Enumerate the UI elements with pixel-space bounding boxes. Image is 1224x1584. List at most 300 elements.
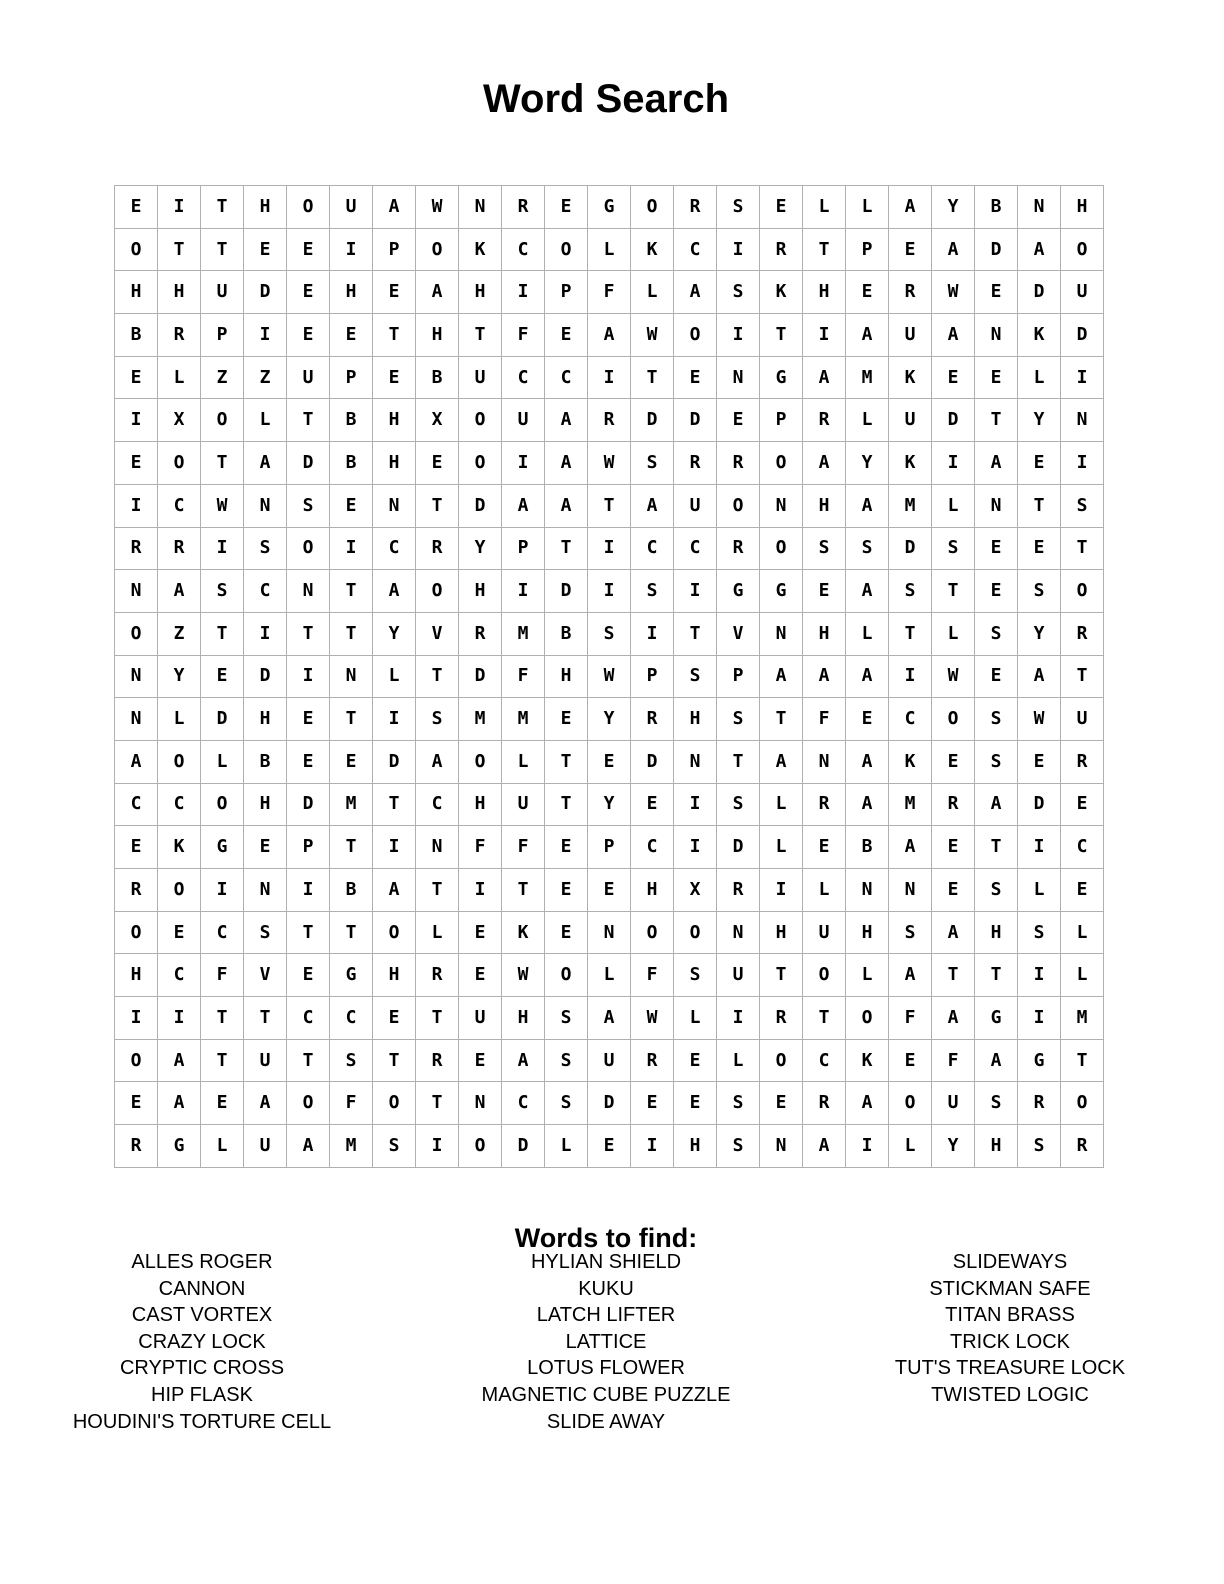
grid-cell: L	[674, 997, 717, 1040]
grid-cell: I	[803, 314, 846, 357]
grid-cell: L	[631, 271, 674, 314]
grid-cell: G	[588, 186, 631, 229]
grid-cell: N	[459, 186, 502, 229]
grid-cell: W	[932, 271, 975, 314]
grid-cell: O	[545, 228, 588, 271]
grid-cell: T	[717, 740, 760, 783]
grid-row	[115, 228, 1104, 271]
grid-cell: L	[545, 1125, 588, 1168]
grid-cell: S	[932, 527, 975, 570]
grid-row	[115, 356, 1104, 399]
grid-cell: E	[588, 869, 631, 912]
grid-cell: H	[975, 911, 1018, 954]
grid-cell: S	[846, 527, 889, 570]
grid-cell: R	[674, 442, 717, 485]
grid-cell: Y	[1018, 399, 1061, 442]
grid-cell: R	[803, 399, 846, 442]
grid-cell: F	[502, 314, 545, 357]
grid-cell: H	[373, 442, 416, 485]
grid-cell: E	[287, 314, 330, 357]
grid-row	[115, 826, 1104, 869]
grid-cell: E	[115, 186, 158, 229]
grid-cell: A	[158, 570, 201, 613]
grid-cell: I	[717, 314, 760, 357]
grid-cell: O	[158, 740, 201, 783]
grid-cell: T	[287, 1039, 330, 1082]
grid-cell: D	[287, 442, 330, 485]
grid-cell: T	[416, 1082, 459, 1125]
grid-cell: A	[244, 442, 287, 485]
grid-cell: I	[201, 869, 244, 912]
grid-cell: U	[717, 954, 760, 997]
grid-cell: T	[373, 314, 416, 357]
grid-cell: S	[416, 698, 459, 741]
grid-cell: S	[330, 1039, 373, 1082]
grid-cell: E	[545, 826, 588, 869]
grid-row	[115, 1082, 1104, 1125]
grid-cell: E	[115, 1082, 158, 1125]
grid-cell: A	[373, 570, 416, 613]
grid-cell: T	[201, 612, 244, 655]
grid-cell: O	[201, 783, 244, 826]
grid-cell: O	[373, 1082, 416, 1125]
grid-cell: T	[760, 314, 803, 357]
word-list-item: ALLES ROGER	[131, 1251, 273, 1273]
grid-cell: P	[717, 655, 760, 698]
grid-cell: M	[502, 698, 545, 741]
grid-cell: E	[330, 314, 373, 357]
grid-cell: D	[1018, 271, 1061, 314]
grid-cell: R	[416, 527, 459, 570]
grid-cell: Y	[932, 1125, 975, 1168]
grid-cell: L	[158, 356, 201, 399]
word-list-item: TUT'S TREASURE LOCK	[894, 1357, 1126, 1380]
grid-cell: E	[803, 826, 846, 869]
grid-cell: K	[1018, 314, 1061, 357]
grid-cell: E	[545, 911, 588, 954]
grid-cell: D	[889, 527, 932, 570]
grid-row	[115, 1039, 1104, 1082]
grid-cell: S	[1018, 911, 1061, 954]
grid-cell: H	[459, 570, 502, 613]
grid-cell: H	[674, 698, 717, 741]
grid-cell: E	[1061, 869, 1104, 912]
word-list-item: TRICK LOCK	[949, 1330, 1071, 1353]
word-list-item: LATCH LIFTER	[536, 1304, 676, 1327]
grid-cell: O	[287, 186, 330, 229]
grid-cell: S	[674, 655, 717, 698]
grid-cell: A	[889, 954, 932, 997]
grid-cell: R	[115, 527, 158, 570]
grid-cell: B	[115, 314, 158, 357]
grid-cell: T	[502, 869, 545, 912]
grid-cell: E	[287, 740, 330, 783]
grid-cell: S	[545, 1082, 588, 1125]
grid-cell: L	[889, 1125, 932, 1168]
grid-cell: I	[717, 997, 760, 1040]
grid-cell: O	[803, 954, 846, 997]
grid-cell: E	[588, 1125, 631, 1168]
grid-cell: I	[244, 314, 287, 357]
grid-cell: A	[373, 869, 416, 912]
grid-cell: D	[975, 228, 1018, 271]
grid-cell: E	[975, 356, 1018, 399]
grid-cell: N	[115, 655, 158, 698]
grid-cell: A	[889, 186, 932, 229]
grid-cell: T	[416, 484, 459, 527]
grid-cell: M	[846, 356, 889, 399]
grid-cell: N	[975, 314, 1018, 357]
grid-cell: N	[846, 869, 889, 912]
grid-cell: C	[287, 997, 330, 1040]
grid-cell: I	[889, 655, 932, 698]
grid-cell: H	[373, 954, 416, 997]
grid-cell: O	[631, 186, 674, 229]
grid-cell: I	[674, 570, 717, 613]
grid-cell: O	[459, 740, 502, 783]
grid-cell: I	[373, 826, 416, 869]
grid-cell: O	[760, 1039, 803, 1082]
grid-cell: I	[588, 527, 631, 570]
grid-cell: D	[1018, 783, 1061, 826]
grid-cell: T	[975, 826, 1018, 869]
grid-cell: B	[846, 826, 889, 869]
grid-cell: N	[115, 698, 158, 741]
grid-cell: S	[1018, 1125, 1061, 1168]
grid-cell: E	[545, 869, 588, 912]
grid-cell: S	[244, 911, 287, 954]
grid-cell: P	[631, 655, 674, 698]
grid-cell: N	[717, 911, 760, 954]
grid-cell: H	[1061, 186, 1104, 229]
grid-cell: I	[115, 399, 158, 442]
grid-cell: F	[330, 1082, 373, 1125]
grid-cell: K	[889, 442, 932, 485]
grid-cell: T	[932, 954, 975, 997]
grid-cell: G	[1018, 1039, 1061, 1082]
grid-cell: U	[803, 911, 846, 954]
grid-cell: S	[975, 612, 1018, 655]
grid-cell: D	[459, 655, 502, 698]
grid-cell: L	[760, 826, 803, 869]
grid-cell: T	[975, 954, 1018, 997]
grid-cell: T	[1018, 484, 1061, 527]
grid-cell: F	[201, 954, 244, 997]
grid-cell: H	[373, 399, 416, 442]
grid-cell: E	[803, 570, 846, 613]
grid-cell: I	[115, 997, 158, 1040]
grid-cell: I	[1061, 442, 1104, 485]
grid-cell: O	[1061, 228, 1104, 271]
grid-cell: U	[889, 314, 932, 357]
grid-cell: S	[201, 570, 244, 613]
grid-cell: U	[502, 783, 545, 826]
grid-cell: A	[115, 740, 158, 783]
grid-cell: W	[932, 655, 975, 698]
grid-cell: U	[674, 484, 717, 527]
grid-cell: E	[201, 655, 244, 698]
grid-cell: T	[416, 869, 459, 912]
grid-cell: D	[1061, 314, 1104, 357]
grid-cell: S	[373, 1125, 416, 1168]
grid-cell: A	[1018, 655, 1061, 698]
grid-cell: H	[803, 271, 846, 314]
grid-cell: S	[717, 1082, 760, 1125]
grid-cell: F	[889, 997, 932, 1040]
grid-cell: B	[330, 442, 373, 485]
grid-cell: I	[115, 484, 158, 527]
grid-cell: I	[244, 612, 287, 655]
grid-cell: T	[545, 527, 588, 570]
grid-cell: Z	[201, 356, 244, 399]
grid-cell: H	[803, 612, 846, 655]
grid-cell: E	[1018, 442, 1061, 485]
grid-row	[115, 271, 1104, 314]
grid-cell: C	[158, 783, 201, 826]
grid-cell: H	[459, 783, 502, 826]
word-list-column-3	[820, 1249, 1200, 1409]
grid-cell: W	[588, 655, 631, 698]
grid-cell: R	[416, 954, 459, 997]
grid-cell: F	[459, 826, 502, 869]
grid-cell: T	[803, 228, 846, 271]
grid-row	[115, 911, 1104, 954]
word-list-item: LOTUS FLOWER	[527, 1357, 685, 1380]
grid-cell: T	[459, 314, 502, 357]
grid-cell: L	[502, 740, 545, 783]
grid-cell: A	[287, 1125, 330, 1168]
grid-cell: E	[545, 698, 588, 741]
grid-cell: D	[717, 826, 760, 869]
grid-row	[115, 442, 1104, 485]
grid-cell: H	[760, 911, 803, 954]
grid-cell: U	[459, 356, 502, 399]
grid-cell: R	[717, 869, 760, 912]
grid-cell: H	[975, 1125, 1018, 1168]
grid-cell: S	[975, 1082, 1018, 1125]
grid-cell: T	[201, 228, 244, 271]
grid-cell: T	[330, 911, 373, 954]
grid-cell: Y	[373, 612, 416, 655]
grid-cell: C	[373, 527, 416, 570]
grid-cell: E	[416, 442, 459, 485]
grid-cell: E	[975, 570, 1018, 613]
grid-cell: R	[889, 271, 932, 314]
grid-cell: H	[459, 271, 502, 314]
grid-cell: X	[158, 399, 201, 442]
grid-cell: E	[1018, 740, 1061, 783]
grid-cell: E	[459, 954, 502, 997]
grid-cell: D	[588, 1082, 631, 1125]
grid-cell: P	[588, 826, 631, 869]
grid-cell: O	[158, 442, 201, 485]
grid-row	[115, 186, 1104, 229]
grid-cell: T	[1061, 1039, 1104, 1082]
grid-cell: O	[115, 228, 158, 271]
grid-cell: C	[674, 527, 717, 570]
word-list-item: KUKU	[578, 1277, 634, 1300]
grid-cell: P	[502, 527, 545, 570]
grid-cell: D	[932, 399, 975, 442]
grid-cell: X	[674, 869, 717, 912]
grid-cell: D	[201, 698, 244, 741]
grid-cell: D	[631, 740, 674, 783]
grid-cell: I	[846, 1125, 889, 1168]
grid-cell: K	[846, 1039, 889, 1082]
grid-cell: A	[803, 442, 846, 485]
grid-cell: O	[115, 612, 158, 655]
grid-cell: A	[1018, 228, 1061, 271]
grid-cell: R	[459, 612, 502, 655]
word-list-item: HOUDINI'S TORTURE CELL	[72, 1410, 332, 1433]
grid-cell: T	[416, 655, 459, 698]
word-list-item: LATTICE	[565, 1330, 647, 1353]
grid-cell: E	[459, 911, 502, 954]
grid-cell: S	[717, 783, 760, 826]
grid-cell: W	[631, 997, 674, 1040]
grid-cell: M	[1061, 997, 1104, 1040]
word-list-item: TWISTED LOGIC	[931, 1383, 1089, 1406]
grid-cell: C	[803, 1039, 846, 1082]
grid-cell: O	[1061, 570, 1104, 613]
grid-cell: T	[889, 612, 932, 655]
grid-cell: W	[588, 442, 631, 485]
grid-cell: E	[674, 356, 717, 399]
grid-cell: S	[889, 911, 932, 954]
grid-cell: G	[760, 356, 803, 399]
grid-cell: A	[545, 399, 588, 442]
grid-cell: R	[717, 527, 760, 570]
grid-cell: H	[674, 1125, 717, 1168]
grid-cell: E	[330, 740, 373, 783]
grid-cell: R	[760, 228, 803, 271]
grid-cell: C	[631, 527, 674, 570]
grid-cell: E	[717, 399, 760, 442]
grid-cell: N	[760, 612, 803, 655]
grid-cell: E	[330, 484, 373, 527]
word-list-item: CRYPTIC CROSS	[119, 1357, 285, 1380]
grid-cell: A	[760, 655, 803, 698]
grid-cell: L	[803, 186, 846, 229]
grid-cell: T	[287, 612, 330, 655]
grid-cell: F	[588, 271, 631, 314]
grid-cell: I	[416, 1125, 459, 1168]
grid-cell: T	[201, 997, 244, 1040]
grid-cell: N	[330, 655, 373, 698]
grid-cell: X	[416, 399, 459, 442]
grid-cell: N	[1018, 186, 1061, 229]
grid-cell: I	[287, 655, 330, 698]
grid-cell: C	[244, 570, 287, 613]
grid-cell: E	[1061, 783, 1104, 826]
grid-cell: W	[1018, 698, 1061, 741]
grid-cell: S	[975, 698, 1018, 741]
grid-cell: I	[631, 612, 674, 655]
grid-cell: M	[459, 698, 502, 741]
grid-cell: A	[158, 1082, 201, 1125]
grid-cell: A	[932, 228, 975, 271]
grid-row	[115, 954, 1104, 997]
grid-cell: A	[502, 484, 545, 527]
grid-row	[115, 570, 1104, 613]
grid-cell: R	[115, 869, 158, 912]
grid-cell: P	[760, 399, 803, 442]
grid-cell: A	[975, 442, 1018, 485]
grid-cell: E	[545, 314, 588, 357]
grid-cell: H	[115, 271, 158, 314]
grid-cell: L	[1061, 954, 1104, 997]
grid-cell: F	[932, 1039, 975, 1082]
grid-row	[115, 527, 1104, 570]
grid-cell: A	[846, 655, 889, 698]
grid-cell: T	[287, 911, 330, 954]
grid-cell: N	[674, 740, 717, 783]
grid-cell: A	[975, 1039, 1018, 1082]
grid-cell: G	[201, 826, 244, 869]
grid-cell: N	[244, 869, 287, 912]
grid-cell: E	[674, 1082, 717, 1125]
grid-row	[115, 314, 1104, 357]
grid-cell: S	[545, 997, 588, 1040]
grid-cell: K	[502, 911, 545, 954]
grid-cell: U	[502, 399, 545, 442]
grid-cell: I	[373, 698, 416, 741]
grid-cell: A	[631, 484, 674, 527]
grid-cell: L	[846, 399, 889, 442]
grid-cell: W	[416, 186, 459, 229]
grid-cell: G	[760, 570, 803, 613]
grid-cell: T	[330, 612, 373, 655]
grid-cell: L	[1018, 869, 1061, 912]
grid-cell: T	[373, 783, 416, 826]
grid-cell: R	[158, 527, 201, 570]
grid-cell: F	[502, 826, 545, 869]
grid-cell: E	[287, 271, 330, 314]
grid-cell: A	[846, 783, 889, 826]
grid-cell: A	[975, 783, 1018, 826]
grid-cell: Y	[588, 783, 631, 826]
grid-cell: S	[889, 570, 932, 613]
words-heading: Words to find:	[514, 1223, 698, 1254]
grid-cell: N	[244, 484, 287, 527]
grid-cell: R	[158, 314, 201, 357]
grid-cell: H	[846, 911, 889, 954]
page-title: Word Search	[483, 76, 729, 121]
letter-grid	[114, 185, 1104, 1168]
grid-cell: O	[201, 399, 244, 442]
grid-cell: S	[588, 612, 631, 655]
grid-cell: L	[416, 911, 459, 954]
grid-cell: H	[631, 869, 674, 912]
grid-cell: B	[330, 869, 373, 912]
grid-cell: F	[502, 655, 545, 698]
grid-cell: T	[545, 783, 588, 826]
grid-cell: C	[502, 228, 545, 271]
grid-cell: P	[201, 314, 244, 357]
grid-cell: H	[416, 314, 459, 357]
grid-cell: L	[846, 612, 889, 655]
grid-cell: R	[115, 1125, 158, 1168]
grid-cell: A	[803, 655, 846, 698]
grid-cell: S	[631, 570, 674, 613]
grid-cell: O	[373, 911, 416, 954]
grid-cell: U	[287, 356, 330, 399]
grid-cell: T	[373, 1039, 416, 1082]
grid-cell: A	[502, 1039, 545, 1082]
grid-cell: W	[631, 314, 674, 357]
grid-cell: D	[674, 399, 717, 442]
grid-cell: T	[760, 954, 803, 997]
